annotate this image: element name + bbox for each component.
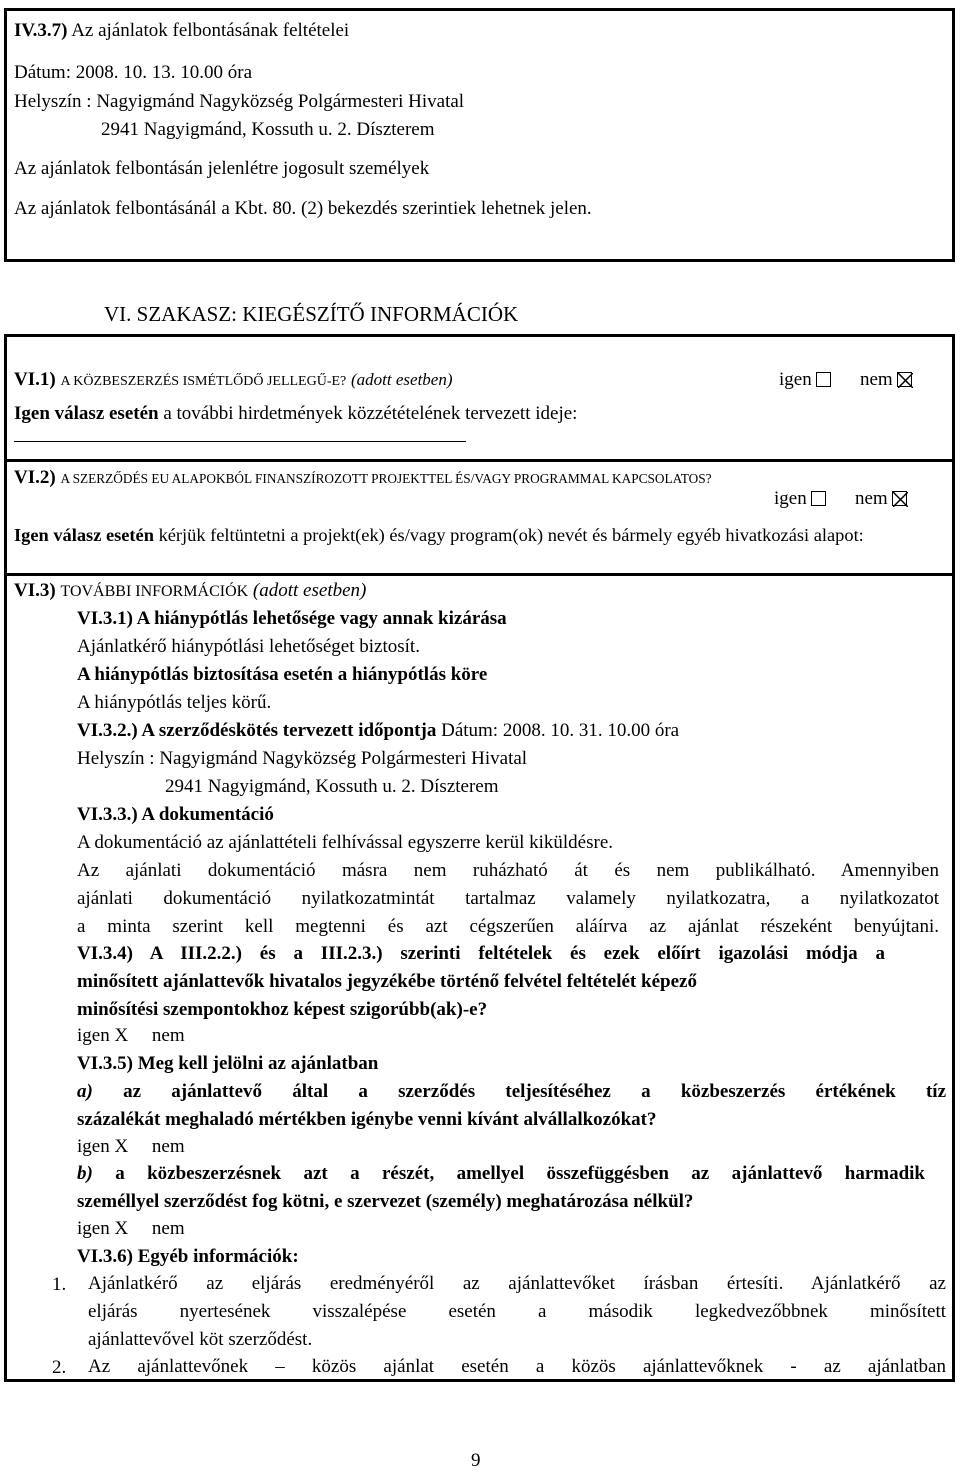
vi1-yes-checkbox[interactable] xyxy=(816,372,831,387)
vi1-answer-line xyxy=(14,441,466,442)
vi2-yes-no: igen nem xyxy=(774,488,907,510)
vi3-5-a-answer: igen X nem xyxy=(77,1136,185,1157)
vi3-5-title: VI.3.5) Meg kell jelölni az ajánlatban xyxy=(77,1053,379,1074)
vi3-5-b-question: b) a közbeszerzésnek azt a részét, amellyel összefüggésben az ajánlattevő harmadik személlyel szerződést fog kötni, e szervezet (személy) meghatározása nélkül? xyxy=(77,1163,925,1212)
section-vi-title: VI. SZAKASZ: KIEGÉSZÍTŐ INFORMÁCIÓK xyxy=(104,302,519,326)
vi1-answer: Igen válasz esetén a további hirdetmények közzétételének tervezett ideje: xyxy=(14,403,578,424)
iv-heading-num: IV.3.7) xyxy=(14,20,68,41)
vi2-answer: Igen válasz esetén kérjük feltüntetni a projekt(ek) és/vagy program(ok) nevét és bármely egyéb hivatkozási alapot: xyxy=(14,525,864,545)
vi1-no-checkbox[interactable] xyxy=(897,372,912,387)
iv-location-2: 2941 Nagyigmánd, Kossuth u. 2. Díszterem xyxy=(101,119,435,140)
vi3-4-question: VI.3.4) A III.2.2.) és a III.2.3.) szerinti feltételek és ezek előírt igazolási módja a minősített ajánlattevők hivatalos jegyzékébe történő felvétel feltételét képező minősítési szempontokhoz képest szigorúbb(ak)-e? xyxy=(77,943,885,1020)
iv-attendees-label: Az ajánlatok felbontásán jelenlétre jogosult személyek xyxy=(14,158,430,179)
vi3-heading: VI.3) TOVÁBBI INFORMÁCIÓK (adott esetben) xyxy=(14,580,367,601)
vi3-3-title: VI.3.3.) A dokumentáció xyxy=(77,804,274,825)
vi3-1-title: VI.3.1) A hiánypótlás lehetősége vagy annak kizárása xyxy=(77,608,507,629)
vi1-box xyxy=(4,334,955,462)
iv-heading xyxy=(14,20,349,42)
page-number: 9 xyxy=(471,1450,481,1471)
vi3-4-answer: igen X nem xyxy=(77,1025,185,1046)
vi2-yes-checkbox[interactable] xyxy=(811,491,826,506)
vi2-no-checkbox[interactable] xyxy=(892,491,907,506)
iv-location-1: Helyszín : Nagyigmánd Nagyközség Polgármesteri Hivatal xyxy=(14,91,465,112)
list-item-1: Ajánlatkérő az eljárás eredményéről az ajánlattevőket írásban értesíti. Ajánlatkérő az eljárás nyertesének visszalépése esetén a második legkedvezőbbnek minősített ajánlattevővel köt szerződést. xyxy=(88,1273,946,1350)
vi3-5-a-line1-visible: az ajánlattevő által a szerződés teljesítéséhez a közbeszerzés értékének tíz xyxy=(92,1081,946,1102)
vi1-yes-no: igen nem xyxy=(779,369,912,391)
vi3-1-line2: A hiánypótlás teljes körű. xyxy=(77,692,272,713)
vi3-2-line: VI.3.2.) A szerződéskötés tervezett időpontja Dátum: 2008. 10. 31. 10.00 óra xyxy=(77,720,680,741)
vi3-1-line1: Ajánlatkérő hiánypótlási lehetőséget biztosít. xyxy=(77,636,420,657)
vi3-2-loc2: 2941 Nagyigmánd, Kossuth u. 2. Díszterem xyxy=(165,776,499,797)
vi3-5-b-answer: igen X nem xyxy=(77,1218,185,1239)
vi3-6-title: VI.3.6) Egyéb információk: xyxy=(77,1246,299,1267)
list-item-2-num: 2. xyxy=(52,1357,67,1378)
vi2-heading: VI.2) A SZERZŐDÉS EU ALAPOKBÓL FINANSZÍROZOTT PROJEKTTEL ÉS/VAGY PROGRAMMAL KAPCSOLATOS? xyxy=(14,467,712,488)
list-item-1-num: 1. xyxy=(52,1274,67,1295)
iv-heading-text: Az ajánlatok felbontásának feltételei xyxy=(71,20,350,41)
vi3-2-loc1: Helyszín : Nagyigmánd Nagyközség Polgármesteri Hivatal xyxy=(77,748,528,769)
iv-date: Dátum: 2008. 10. 13. 10.00 óra xyxy=(14,62,253,83)
list-item-2: Az ajánlattevőnek – közös ajánlat esetén a közös ajánlattevőknek - az ajánlatban xyxy=(88,1356,946,1377)
iv-attendees-text: Az ajánlatok felbontásánál a Kbt. 80. (2) bekezdés szerintiek lehetnek jelen. xyxy=(14,198,592,219)
vi3-3-paragraph: Az ajánlati dokumentáció másra nem ruházható át és nem publikálható. Amennyiben ajánlati dokumentáció nyilatkozatmintát tartalmaz valamely nyilatkozatra, a nyilatkozatot a minta szerint kell megtenni és azt cégszerűen aláírva az ajánlat részeként benyújtani. xyxy=(77,860,939,937)
vi1-heading: VI.1) A KÖZBESZERZÉS ISMÉTLŐDŐ JELLEGŰ-E? (adott esetben) xyxy=(14,369,453,390)
vi3-1-subtitle: A hiánypótlás biztosítása esetén a hiánypótlás köre xyxy=(77,664,488,685)
vi3-3-line1: A dokumentáció az ajánlattételi felhívással egyszerre kerül kiküldésre. xyxy=(77,832,614,853)
vi3-5-a-question: a) az ajánlattevő által a szerződés teljesítéséhez a közbeszerzés értékének tíz százalékát meghaladó mértékben igénybe venni kívánt alvállalkozókat? xyxy=(77,1081,946,1130)
